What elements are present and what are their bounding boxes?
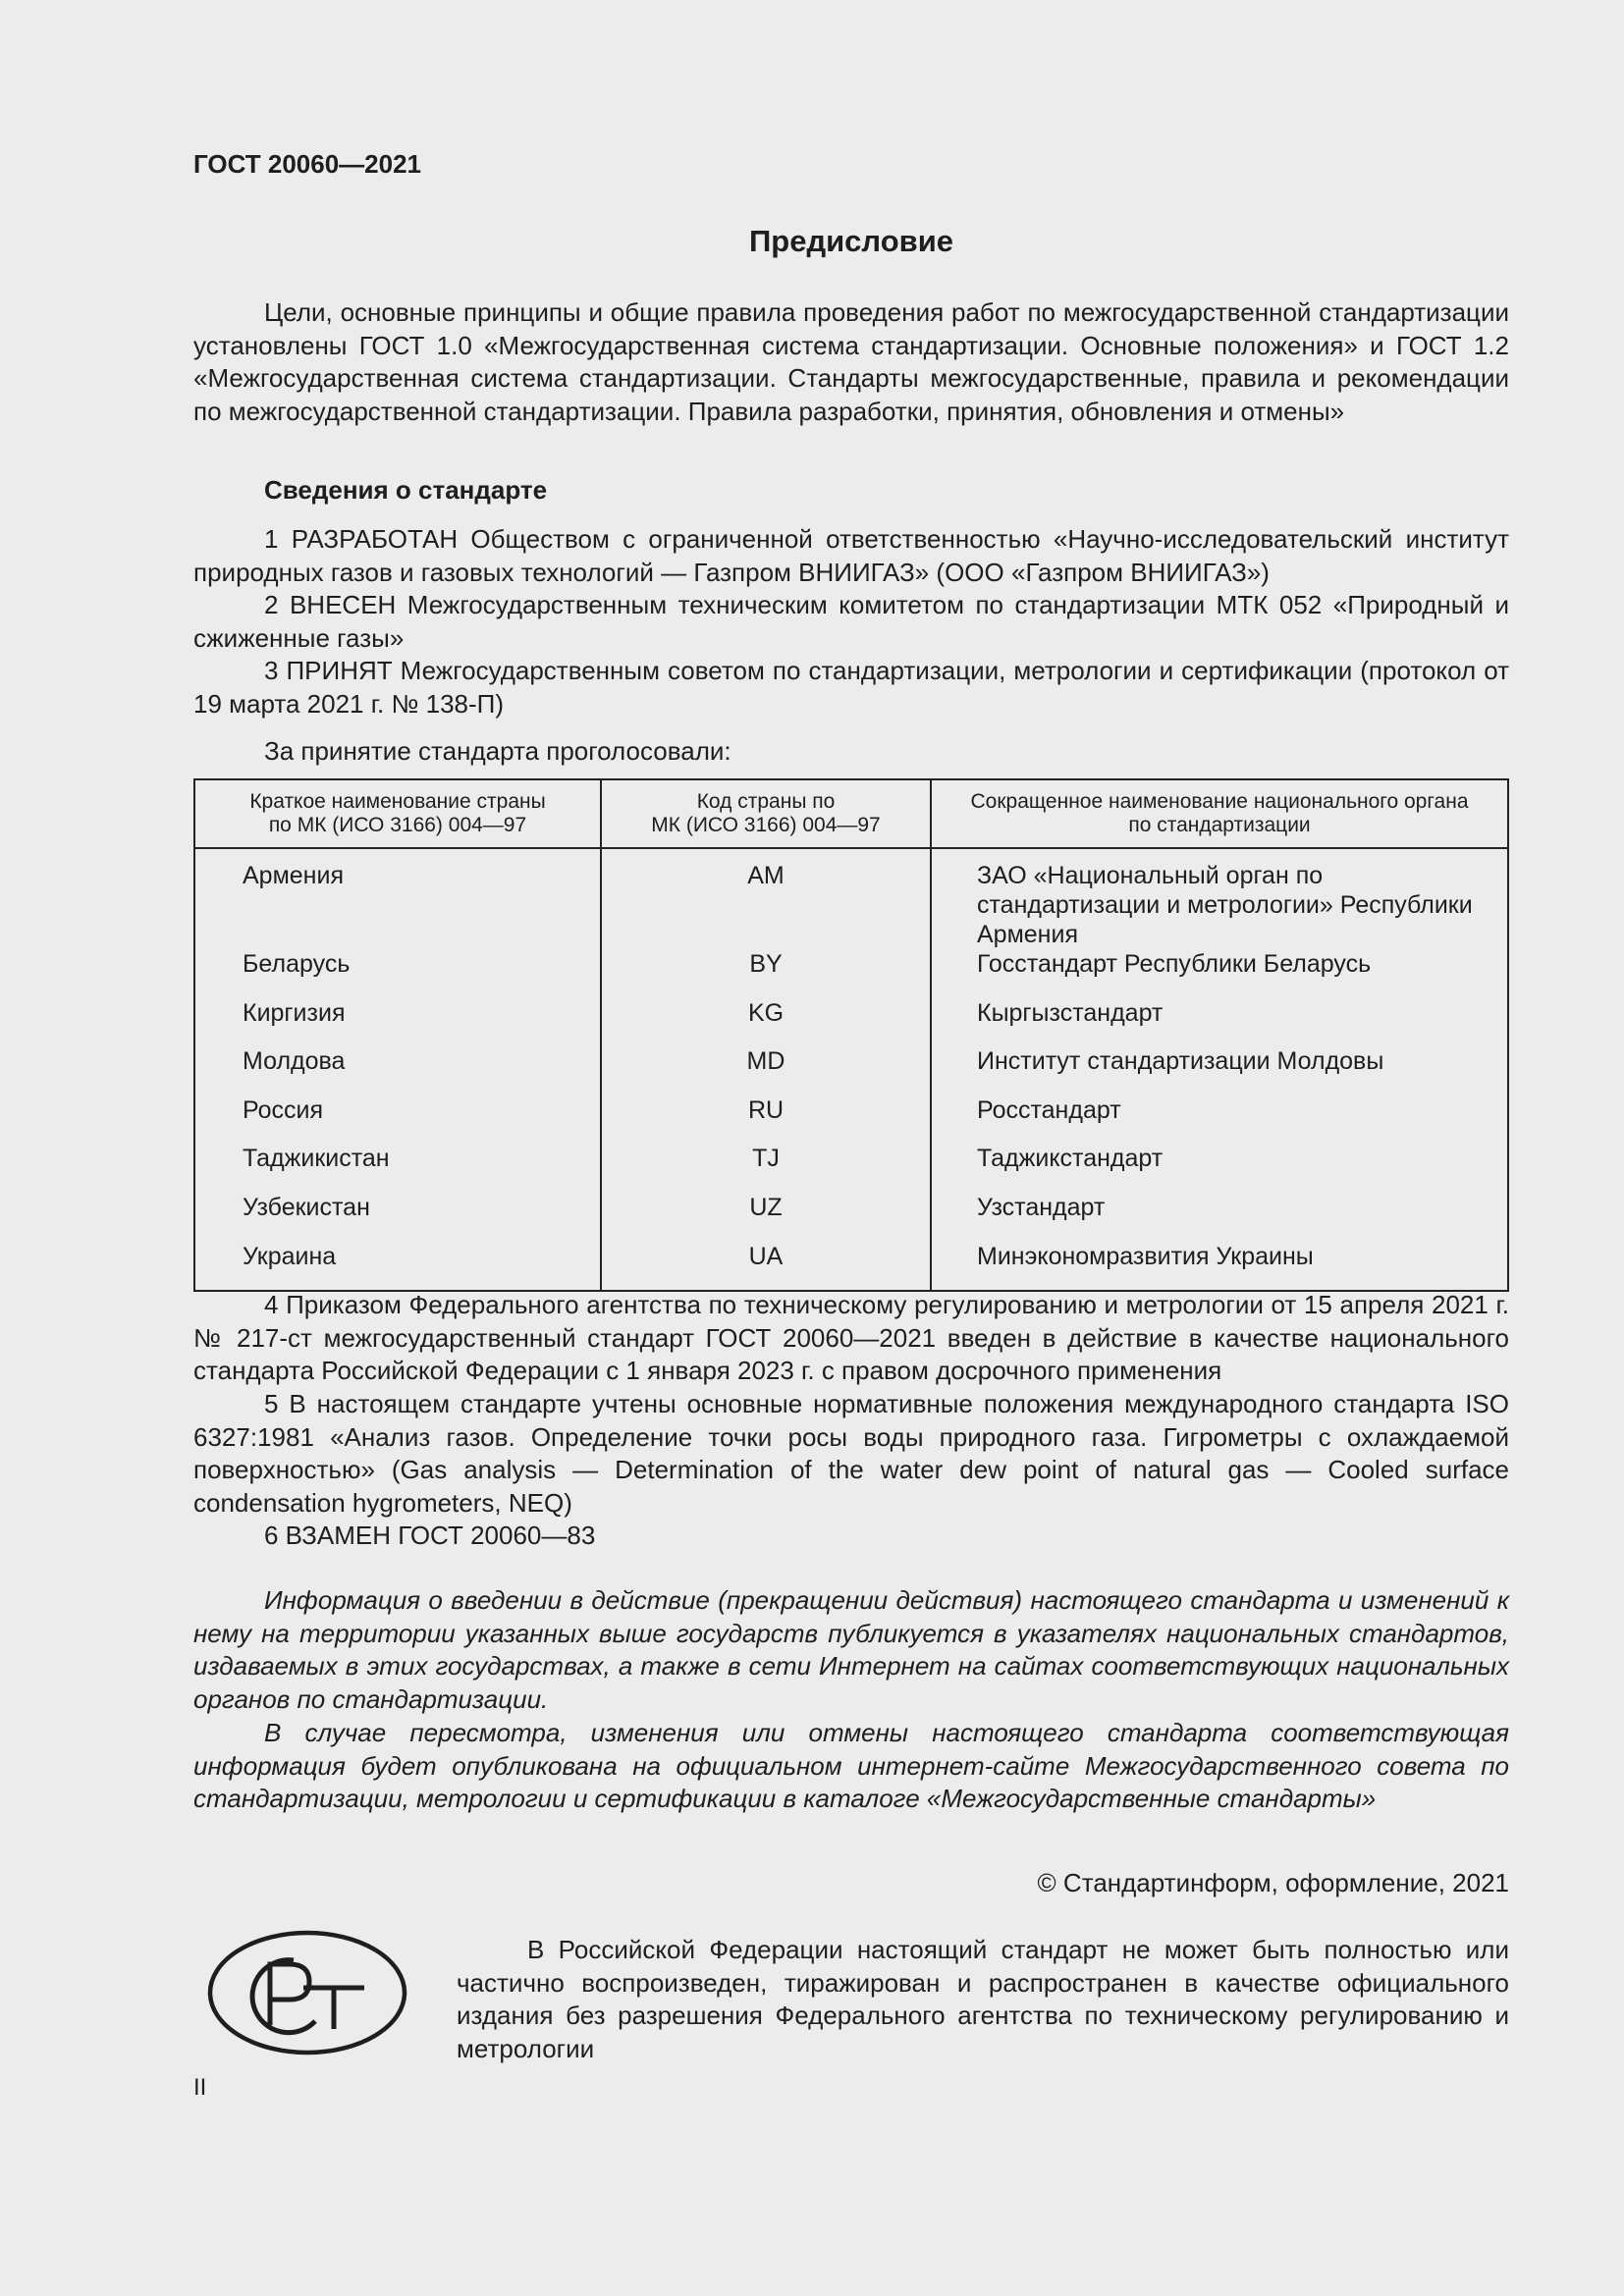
national-body-cell: Таджикстандарт (931, 1144, 1508, 1193)
national-body-cell: Минэкономразвития Украины (931, 1242, 1508, 1292)
votes-intro: За принятие стандарта проголосовали: (264, 736, 731, 766)
votes-table (193, 778, 1509, 1292)
info-heading: Сведения о стандарте (264, 475, 548, 505)
votes-table-header (194, 779, 1508, 848)
national-body-cell: Узстандарт (931, 1193, 1508, 1242)
item-6-replaces: 6 ВЗАМЕН ГОСТ 20060—83 (264, 1521, 596, 1550)
header-country (194, 779, 601, 848)
table-row (194, 1046, 1508, 1095)
header-code (601, 779, 931, 848)
national-body-cell: Росстандарт (931, 1095, 1508, 1145)
code-cell: RU (601, 1095, 931, 1145)
table-row (194, 1193, 1508, 1242)
item-5-iso-reference: 5 В настоящем стандарте учтены основные нормативные положения международного стандарта ISO 6327:1981 «Анализ газов. Определение точки росы воды природного газа. Гигрометры с охлаждаемой поверхностью» (Gas analysis — Determination of the water dew point of natural gas — Cooled surface condensation hygrometers, NEQ) (193, 1389, 1509, 1518)
page-title: Предисловие (748, 224, 953, 258)
code-cell: KG (601, 998, 931, 1047)
table-row (194, 998, 1508, 1047)
code-cell: UZ (601, 1193, 931, 1242)
table-row (194, 848, 1508, 949)
rst-certification-logo (207, 1929, 407, 2056)
country-cell: Молдова (194, 1046, 601, 1095)
rf-copyright-notice: В Российской Федерации настоящий стандарт не может быть полностью или частично воспроизведен, тиражирован и распространен в качестве официального издания без разрешения Федерального агентства по техническому регулированию и метрологии (457, 1935, 1509, 2063)
table-row (194, 1242, 1508, 1292)
header-code-line2: МК (ИСО 3166) 004—97 (651, 814, 881, 836)
header-body-line1: Сокращенное наименование национального органа (970, 790, 1469, 813)
code-cell: AM (601, 848, 931, 949)
country-cell: Беларусь (194, 949, 601, 998)
item-1-developed: 1 РАЗРАБОТАН Обществом с ограниченной ответственностью «Научно-исследовательский институт природных газов и газовых технологий — Газпром ВНИИГАЗ» (ООО «Газпром ВНИИГАЗ») (193, 524, 1509, 587)
code-cell: UA (601, 1242, 931, 1292)
country-cell: Армения (194, 848, 601, 949)
national-body-cell: Госстандарт Республики Беларусь (931, 949, 1508, 998)
header-body-line2: по стандартизации (1128, 814, 1311, 836)
header-code-line1: Код страны по (696, 790, 836, 813)
code-cell: TJ (601, 1144, 931, 1193)
national-body-cell: ЗАО «Национальный орган по стандартизации и метрологии» Республики Армения (931, 848, 1508, 949)
header-national-body (931, 779, 1508, 848)
item-4-order: 4 Приказом Федерального агентства по техническому регулированию и метрологии от 15 апреля 2021 г. № 217-ст межгосударственный стандарт ГОСТ 20060—2021 введен в действие в качестве национального стандарта Российской Федерации с 1 января 2023 г. с правом досрочного применения (193, 1290, 1509, 1386)
country-cell: Узбекистан (194, 1193, 601, 1242)
code-cell: MD (601, 1046, 931, 1095)
table-row (194, 949, 1508, 998)
table-row (194, 1144, 1508, 1193)
note-revision-info: В случае пересмотра, изменения или отмены настоящего стандарта соответствующая информация будет опубликована на официальном интернет-сайте Межгосударственного совета по стандартизации, метрологии и сертификации в каталоге «Межгосударственные стандарты» (193, 1718, 1509, 1814)
table-row (194, 1095, 1508, 1145)
copyright: © Стандартинформ, оформление, 2021 (1037, 1868, 1509, 1897)
national-body-cell: Институт стандартизации Молдовы (931, 1046, 1508, 1095)
note-publication-info: Информация о введении в действие (прекращении действия) настоящего стандарта и изменений к нему на территории указанных выше государств публикуется в указателях национальных стандартов, издаваемых в этих государствах, а также в сети Интернет на сайтах соответствующих национальных органов по стандартизации. (193, 1585, 1509, 1714)
standard-code: ГОСТ 20060—2021 (193, 149, 421, 179)
country-cell: Киргизия (194, 998, 601, 1047)
national-body-cell: Кыргызстандарт (931, 998, 1508, 1047)
country-cell: Украина (194, 1242, 601, 1292)
country-cell: Россия (194, 1095, 601, 1145)
item-3-adopted: 3 ПРИНЯТ Межгосударственным советом по стандартизации, метрологии и сертификации (протокол от 19 марта 2021 г. № 138-П) (193, 656, 1509, 719)
country-cell: Таджикистан (194, 1144, 601, 1193)
intro-paragraph: Цели, основные принципы и общие правила проведения работ по межгосударственной стандартизации установлены ГОСТ 1.0 «Межгосударственная система стандартизации. Основные положения» и ГОСТ 1.2 «Межгосударственная система стандартизации. Стандарты межгосударственные, правила и рекомендации по межгосударственной стандартизации. Правила разработки, принятия, обновления и отмены» (193, 297, 1509, 426)
page-number: II (193, 2074, 207, 2101)
header-country-line1: Краткое наименование страны (249, 790, 546, 813)
code-cell: BY (601, 949, 931, 998)
item-2-introduced: 2 ВНЕСЕН Межгосударственным техническим комитетом по стандартизации МТК 052 «Природный и сжиженные газы» (193, 590, 1509, 653)
header-country-line2: по МК (ИСО 3166) 004—97 (268, 814, 527, 836)
